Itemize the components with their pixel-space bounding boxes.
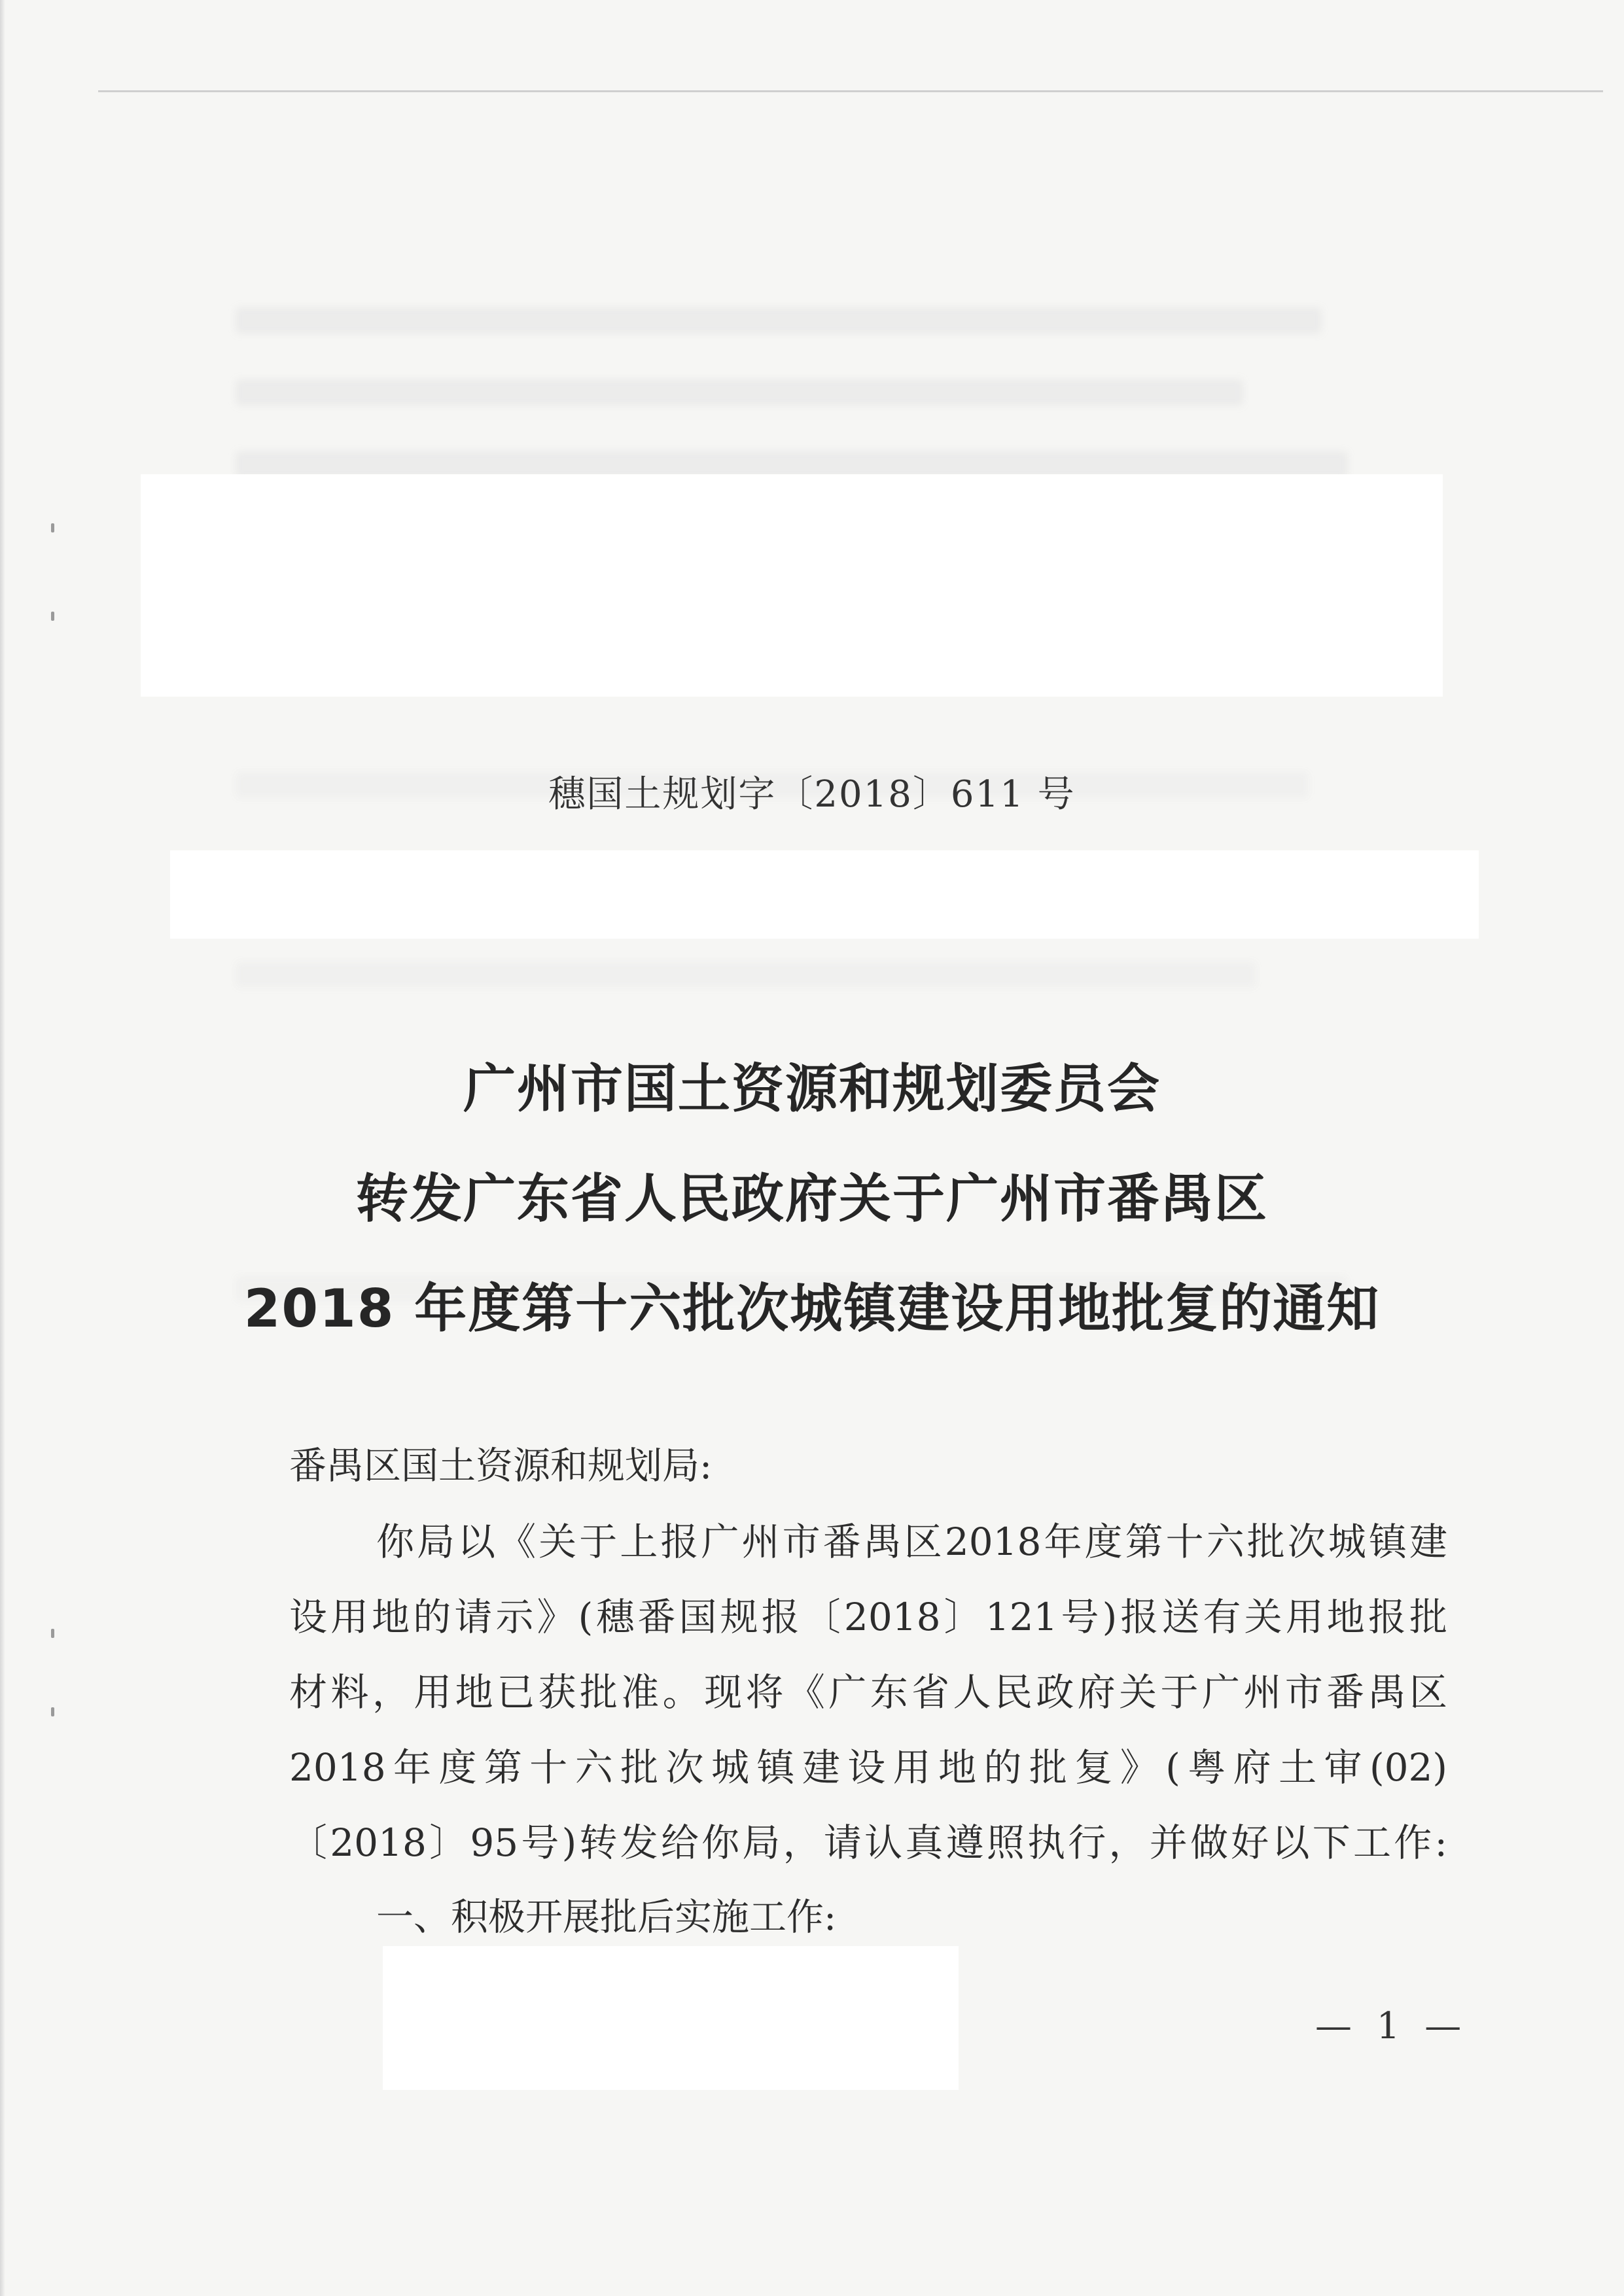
document-title [0,1056,1624,1386]
document-number: 穗国土规划字〔2018〕611 号 [548,773,1076,816]
redacted-lower-area [383,1946,959,2090]
title-line-2: 转发广东省人民政府关于广州市番禺区 [356,1168,1268,1229]
binding-hole-mark [51,523,54,532]
show-through-text [236,962,1256,988]
binding-hole-mark [51,1707,54,1716]
salutation: 番禺区国土资源和规划局: [289,1444,713,1487]
binding-hole-mark [51,612,54,621]
show-through-text [236,451,1348,478]
binding-hole-mark [51,1629,54,1638]
show-through-text [236,379,1243,406]
redacted-separator-area [170,850,1479,939]
title-line-1: 广州市国土资源和规划委员会 [463,1058,1161,1119]
redacted-header-area [141,474,1443,697]
section-heading: 一、积极开展批后实施工作: [376,1896,837,1939]
page-number: — 1 — [1315,2005,1468,2047]
show-through-text [236,307,1322,334]
body-line-5: 〔2018〕95号)转发给你局，请认真遵照执行，并做好以下工作: [289,1820,1447,1865]
body-line-2: 设用地的请示》(穗番国规报〔2018〕121号)报送有关用地报批 [289,1595,1447,1639]
title-line-3: 2018 年度第十六批次城镇建设用地批复的通知 [243,1278,1381,1339]
body-line-4: 2018年度第十六批次城镇建设用地的批复》(粤府土审(02) [289,1745,1447,1790]
body-line-3: 材料，用地已获批准。现将《广东省人民政府关于广州市番禺区 [289,1670,1447,1714]
scan-top-edge [98,90,1603,92]
body-line-1: 你局以《关于上报广州市番禺区2018年度第十六批次城镇建 [376,1520,1447,1564]
